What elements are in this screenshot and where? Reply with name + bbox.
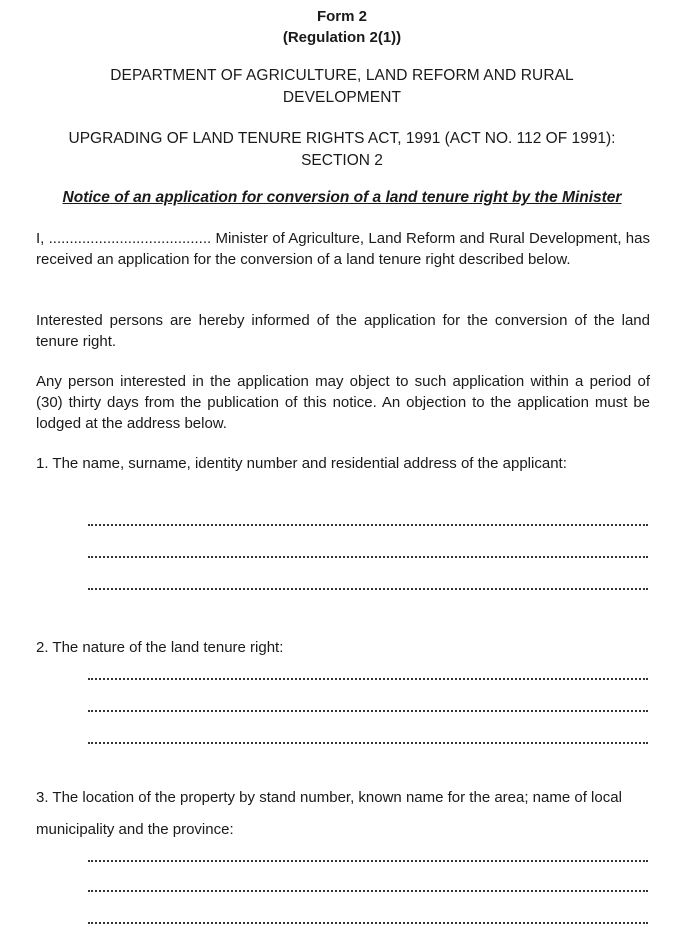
paragraph-minister-statement: I, ....................................... Minister of Agriculture, Land Reform and Rural Development, has received an application for the conversion of a land tenure right described below. <box>36 230 650 268</box>
property-location-field-line-2[interactable] <box>88 890 648 892</box>
applicant-details-field-line-2[interactable] <box>88 556 648 558</box>
department-heading <box>0 65 674 109</box>
property-location-field-line-1[interactable] <box>88 860 648 862</box>
paragraph-interested-persons: Interested persons are hereby informed of the application for the conversion of the land tenure right. <box>36 312 650 350</box>
form-header <box>0 6 674 48</box>
paragraph-objection-period: Any person interested in the application may object to such application within a period of (30) thirty days from the publication of this notice. An objection to the application must be lodged at the address below. <box>36 373 650 432</box>
act-line-1: UPGRADING OF LAND TENURE RIGHTS ACT, 1991 (ACT NO. 112 OF 1991): <box>68 130 616 147</box>
question-tenure-right-nature: 2. The nature of the land tenure right: <box>36 639 284 656</box>
form-number: Form 2 <box>316 8 367 25</box>
property-location-field-line-3[interactable] <box>88 922 648 924</box>
tenure-right-field-line-2[interactable] <box>88 710 648 712</box>
notice-title: Notice of an application for conversion of a land tenure right by the Minister <box>62 189 622 206</box>
department-line-1: DEPARTMENT OF AGRICULTURE, LAND REFORM AND RURAL <box>110 67 574 84</box>
act-heading <box>0 128 674 172</box>
act-line-2: SECTION 2 <box>301 152 383 169</box>
tenure-right-field-line-1[interactable] <box>88 678 648 680</box>
tenure-right-field-line-3[interactable] <box>88 742 648 744</box>
question-property-location: 3. The location of the property by stand number, known name for the area; name of local municipality and the province: <box>36 789 622 838</box>
question-applicant-details: 1. The name, surname, identity number and residential address of the applicant: <box>36 455 567 472</box>
applicant-details-field-line-3[interactable] <box>88 588 648 590</box>
applicant-details-field-line-1[interactable] <box>88 524 648 526</box>
regulation-reference: (Regulation 2(1)) <box>282 29 402 46</box>
department-line-2: DEVELOPMENT <box>282 89 402 106</box>
